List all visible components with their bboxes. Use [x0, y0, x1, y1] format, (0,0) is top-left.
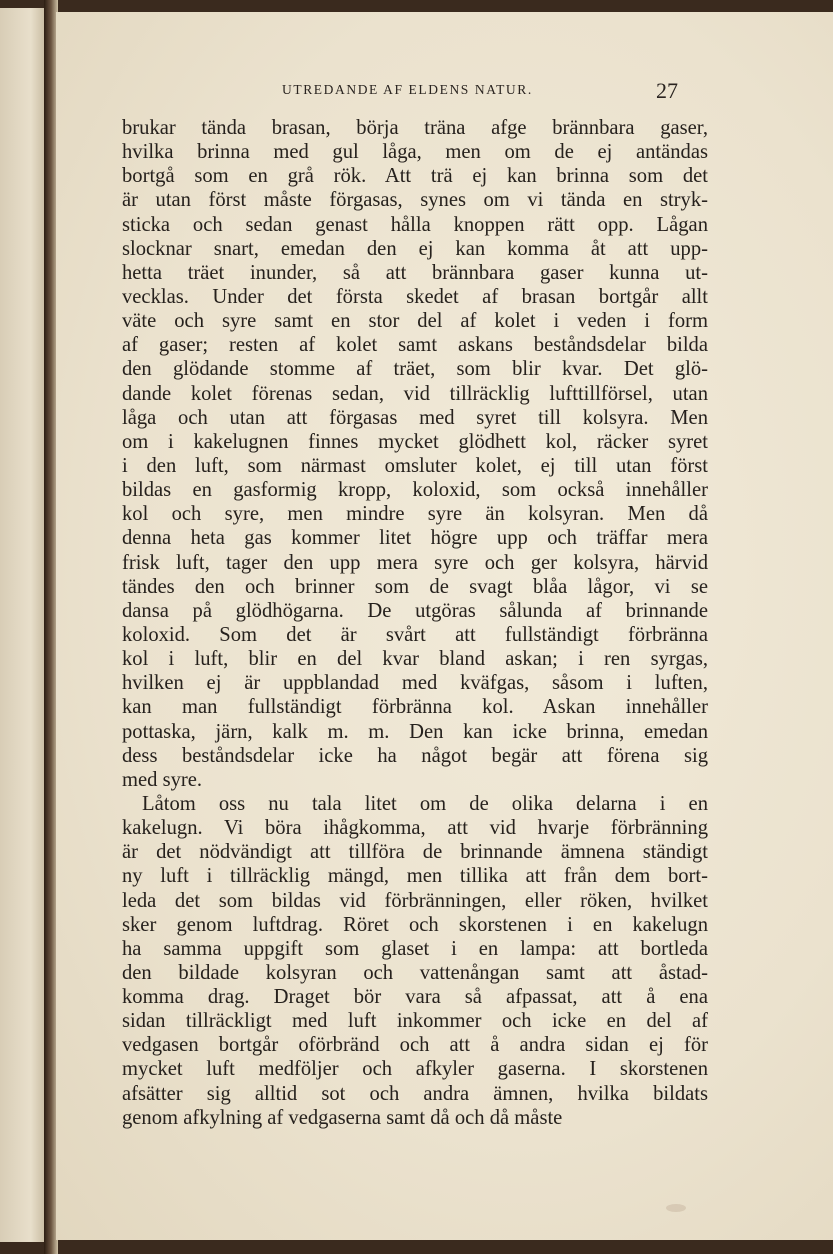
text-line: är utan först måste förgasas, synes om vi tända en stryk- [122, 189, 708, 212]
text-line: tändes den och brinner som de svagt blåa lågor, vi se [122, 575, 708, 598]
text-line: väte och syre samt en stor del af kolet i veden i form [122, 310, 708, 333]
text-line: dande kolet förenas sedan, vid tillräcklig lufttillförsel, utan [122, 382, 708, 405]
running-head [56, 78, 833, 102]
text-line: ha samma uppgift som glaset i en lampa: att bortleda [122, 937, 708, 960]
text-line: vecklas. Under det första skedet af brasan bortgår allt [122, 285, 708, 308]
text-line: Låtom oss nu tala litet om de olika delarna i en [142, 792, 708, 815]
text-line: bildas en gasformig kropp, koloxid, som också innehåller [122, 479, 708, 502]
text-line: koloxid. Som det är svårt att fullständigt förbränna [122, 623, 708, 646]
text-line: ny luft i tillräcklig mängd, men tillika att från dem bort- [122, 865, 708, 888]
text-line: om i kakelugnen finnes mycket glödhett kol, räcker syret [122, 430, 708, 453]
text-line: är det nödvändigt att tillföra de brinnande ämnena ständigt [122, 841, 708, 864]
text-line: med syre. [122, 768, 203, 791]
text-line: pottaska, järn, kalk m. m. Den kan icke brinna, emedan [122, 720, 708, 743]
text-line: af gaser; resten af kolet samt askans beståndsdelar bilda [122, 334, 708, 357]
text-line: sticka och sedan genast hålla knoppen rätt opp. Lågan [122, 213, 708, 236]
body-text [122, 116, 708, 1130]
text-line: dess beståndsdelar icke ha något begär att förena sig [122, 744, 708, 767]
text-line: låga och utan att förgasas med syret till kolsyra. Men [122, 406, 708, 429]
text-line: hvilka brinna med gul låga, men om de ej antändas [122, 141, 708, 164]
text-line: mycket luft medföljer och afkyler gaserna. I skorstenen [122, 1058, 708, 1081]
text-line: kan man fullständigt förbränna kol. Askan innehåller [122, 696, 708, 719]
text-line: hetta träet inunder, så att brännbara gaser kunna ut- [122, 261, 708, 284]
text-line: den bildade kolsyran och vattenångan samt att åstad- [122, 961, 708, 984]
text-line: i den luft, som närmast omsluter kolet, ej till utan först [122, 454, 708, 477]
text-line: dansa på glödhögarna. De utgöras sålunda af brinnande [122, 599, 708, 622]
text-line: frisk luft, tager den upp mera syre och ger kolsyra, härvid [122, 551, 708, 574]
text-line: slocknar snart, emedan den ej kan komma åt att upp- [122, 237, 708, 260]
text-line: brukar tända brasan, börja träna afge brännbara gaser, [122, 117, 708, 139]
text-line: afsätter sig alltid sot och andra ämnen, hvilka bildats [122, 1082, 708, 1105]
text-line: leda det som bildas vid förbränningen, eller röken, hvilket [122, 889, 708, 912]
text-line: sker genom luftdrag. Röret och skorstenen i en kakelugn [122, 913, 708, 936]
text-line: komma drag. Draget bör vara så afpassat, att å ena [122, 986, 708, 1009]
text-line: kol i luft, blir en del kvar bland askan; i ren syrgas, [122, 648, 708, 671]
text-line: kol och syre, men mindre syre än kolsyran. Men då [122, 503, 708, 526]
running-head-title: UTREDANDE AF ELDENS NATUR. [282, 82, 533, 97]
text-line: genom afkylning af vedgaserna samt då och då måste [122, 1106, 563, 1129]
text-line: kakelugn. Vi böra ihågkomma, att vid hvarje förbränning [122, 817, 708, 840]
facing-page-edge [0, 8, 44, 1242]
text-line: den glödande stomme af träet, som blir kvar. Det glö- [122, 358, 708, 381]
text-line: sidan tillräckligt med luft inkommer och icke en del af [122, 1010, 708, 1033]
page-number: 27 [656, 78, 678, 103]
text-line: bortgå som en grå rök. Att trä ej kan brinna som det [122, 165, 708, 188]
text-line: denna heta gas kommer litet högre upp och träffar mera [122, 527, 708, 550]
text-line: hvilken ej är uppblandad med kväfgas, såsom i luften, [122, 672, 708, 695]
book-page [56, 12, 833, 1240]
paper-stain [666, 1204, 686, 1212]
text-line: vedgasen bortgår oförbränd och att å andra sidan ej för [122, 1034, 708, 1057]
